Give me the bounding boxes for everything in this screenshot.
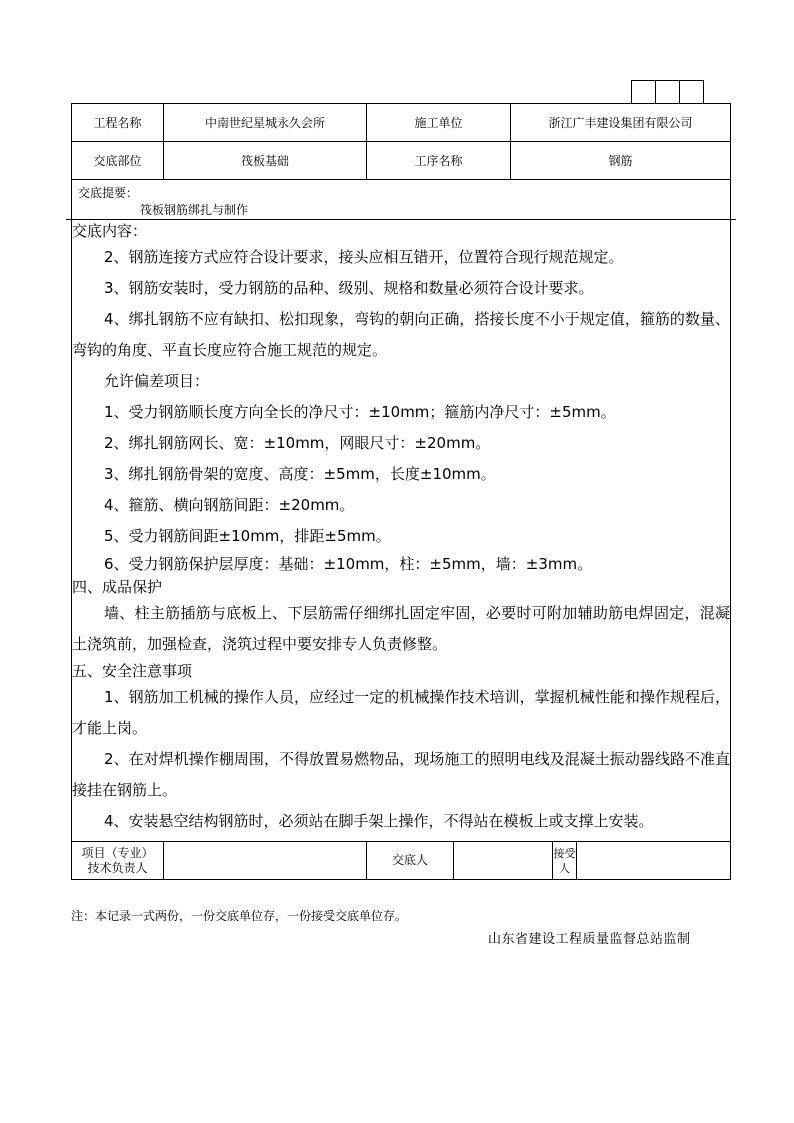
tolerance-item: 3、绑扎钢筋骨架的宽度、高度：±5mm，长度±10mm。 [104, 465, 496, 483]
record-number-boxes [631, 80, 704, 104]
tolerance-item: 6、受力钢筋保护层厚度：基础：±10mm，柱：±5mm，墙：±3mm。 [104, 555, 593, 573]
disclosure-content [66, 219, 736, 841]
project-name-value: 中南世纪星城永久会所 [164, 104, 367, 142]
tolerance-item: 1、受力钢筋顺长度方向全长的净尺寸：±10mm；箍筋内净尺寸：±5mm。 [104, 403, 616, 421]
receiver-label: 接受人 [553, 842, 577, 880]
tech-lead-label-line2: 技术负责人 [87, 860, 148, 875]
record-number-box [655, 80, 679, 104]
discloser-value [454, 842, 553, 880]
tolerance-item: 4、箍筋、横向钢筋间距：±20mm。 [104, 496, 355, 514]
contractor-label: 施工单位 [367, 104, 511, 142]
tolerance-item: 2、绑扎钢筋网长、宽：±10mm，网眼尺寸：±20mm。 [104, 434, 491, 452]
supervisor-text: 山东省建设工程质量监督总站监制 [488, 932, 691, 947]
safety-item: 2、在对焊机操作棚周围，不得放置易燃物品，现场施工的照明电线及混凝土振动器线路不准直接挂在钢筋上。 [72, 750, 731, 799]
content-title: 交底内容： [72, 222, 148, 240]
summary-text: 筏板钢筋绑扎与制作 [140, 203, 249, 217]
receiver-value [577, 842, 731, 880]
tolerance-title: 允许偏差项目： [104, 372, 210, 390]
tolerance-item: 5、受力钢筋间距±10mm，排距±5mm。 [104, 527, 391, 545]
process-label: 工序名称 [367, 142, 511, 180]
contractor-value: 浙江广丰建设集团有限公司 [511, 104, 731, 142]
record-note: 注：本记录一式两份，一份交底单位存，一份接受交底单位存。 [71, 909, 408, 923]
safety-title: 五、安全注意事项 [72, 662, 193, 680]
disclosure-form [71, 103, 731, 880]
safety-item: 1、钢筋加工机械的操作人员，应经过一定的机械操作技术培训，掌握机械性能和操作规程后，才能上岗。 [72, 688, 731, 737]
process-value: 钢筋 [511, 142, 731, 180]
summary-label: 交底提要： [78, 186, 139, 200]
project-name-label: 工程名称 [72, 104, 164, 142]
protection-title: 四、成品保护 [72, 578, 163, 596]
content-item: 3、钢筋安装时，受力钢筋的品种、级别、规格和数量必须符合设计要求。 [104, 279, 594, 297]
record-number-box [631, 80, 655, 104]
tech-lead-label-line1: 项目（专业） [81, 845, 154, 860]
tech-lead-value [164, 842, 367, 880]
content-item: 4、绑扎钢筋不应有缺扣、松扣现象，弯钩的朝向正确，搭接长度不小于规定值，箍筋的数量、弯钩的角度、平直长度应符合施工规范的规定。 [72, 310, 731, 359]
disclosure-body [72, 180, 731, 842]
safety-item: 4、安装悬空结构钢筋时，必须站在脚手架上操作，不得站在模板上或支撑上安装。 [104, 812, 654, 830]
discloser-label: 交底人 [367, 842, 454, 880]
section-label: 交底部位 [72, 142, 164, 180]
protection-text: 墙、柱主筋插筋与底板上、下层筋需仔细绑扎固定牢固，必要时可附加辅助筋电焊固定，混凝土浇筑前，加强检查，浇筑过程中要安排专人负责修整。 [72, 604, 731, 653]
content-item: 2、钢筋连接方式应符合设计要求，接头应相互错开，位置符合现行规范规定。 [104, 248, 624, 266]
section-value: 筏板基础 [164, 142, 367, 180]
tech-lead-label [72, 842, 164, 880]
record-number-box [679, 80, 704, 104]
